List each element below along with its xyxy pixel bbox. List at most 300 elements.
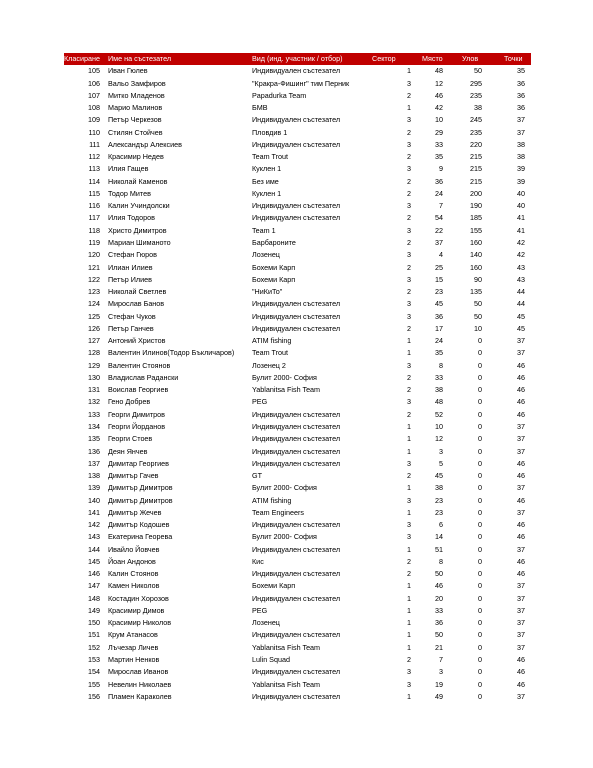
cell-name: Крум Атанасов xyxy=(108,630,158,640)
cell-rank: 120 xyxy=(88,250,100,260)
cell-catch: 215 xyxy=(470,152,482,162)
cell-catch: 0 xyxy=(478,691,482,701)
cell-catch: 160 xyxy=(470,237,482,247)
cell-catch: 140 xyxy=(470,250,482,260)
cell-place: 50 xyxy=(435,569,443,579)
cell-place: 21 xyxy=(435,642,443,652)
table-row xyxy=(64,556,531,568)
cell-type: Лозенец xyxy=(252,618,280,628)
cell-place: 42 xyxy=(435,103,443,113)
cell-catch: 0 xyxy=(478,655,482,665)
cell-name: Калин Стоянов xyxy=(108,569,159,579)
cell-rank: 123 xyxy=(88,287,100,297)
cell-points: 37 xyxy=(517,421,525,431)
cell-rank: 118 xyxy=(88,225,100,235)
cell-place: 14 xyxy=(435,532,443,542)
cell-catch: 215 xyxy=(470,176,482,186)
cell-points: 46 xyxy=(517,409,525,419)
cell-rank: 112 xyxy=(88,152,100,162)
cell-catch: 0 xyxy=(478,348,482,358)
cell-type: "Кракра-Фишинг" тим Перник xyxy=(252,78,350,88)
cell-catch: 90 xyxy=(474,274,482,284)
cell-catch: 0 xyxy=(478,581,482,591)
cell-catch: 0 xyxy=(478,679,482,689)
cell-points: 46 xyxy=(517,667,525,677)
cell-type: Индивидуален състезател xyxy=(252,446,341,456)
cell-name: Димитър Жечев xyxy=(108,507,162,517)
cell-points: 37 xyxy=(517,348,525,358)
cell-name: Стефан Гюров xyxy=(108,250,157,260)
table-row xyxy=(64,225,531,237)
cell-rank: 129 xyxy=(88,360,100,370)
cell-type: Лозенец 2 xyxy=(252,360,286,370)
cell-place: 3 xyxy=(439,667,443,677)
table-row xyxy=(64,335,531,347)
cell-sector: 2 xyxy=(407,556,411,566)
table-body xyxy=(64,65,531,703)
cell-points: 37 xyxy=(517,483,525,493)
cell-type: Индивидуален състезател xyxy=(252,569,341,579)
cell-rank: 148 xyxy=(88,593,100,603)
cell-place: 25 xyxy=(435,262,443,272)
cell-sector: 3 xyxy=(407,299,411,309)
cell-rank: 130 xyxy=(88,372,100,382)
cell-sector: 1 xyxy=(407,66,411,76)
table-row xyxy=(64,262,531,274)
cell-name: Николай Светлев xyxy=(108,287,167,297)
cell-catch: 235 xyxy=(470,127,482,137)
cell-sector: 1 xyxy=(407,348,411,358)
cell-catch: 215 xyxy=(470,164,482,174)
cell-points: 46 xyxy=(517,372,525,382)
cell-catch: 185 xyxy=(470,213,482,223)
cell-rank: 127 xyxy=(88,336,100,346)
cell-place: 50 xyxy=(435,630,443,640)
cell-points: 36 xyxy=(517,103,525,113)
cell-points: 38 xyxy=(517,152,525,162)
cell-type: Бохеми Карп xyxy=(252,581,296,591)
cell-points: 37 xyxy=(517,507,525,517)
table-row xyxy=(64,642,531,654)
cell-points: 46 xyxy=(517,397,525,407)
cell-type: Yablanitsa Fish Team xyxy=(252,385,321,395)
cell-place: 38 xyxy=(435,385,443,395)
cell-rank: 124 xyxy=(88,299,100,309)
cell-type: Индивидуален състезател xyxy=(252,691,341,701)
cell-sector: 2 xyxy=(407,409,411,419)
cell-rank: 114 xyxy=(88,176,100,186)
table-row xyxy=(64,519,531,531)
table-row xyxy=(64,421,531,433)
cell-name: Костадин Хорозов xyxy=(108,593,169,603)
cell-name: Георги Йорданов xyxy=(108,421,166,431)
cell-place: 29 xyxy=(435,127,443,137)
cell-name: Иван Гюлев xyxy=(108,66,148,76)
cell-sector: 3 xyxy=(407,201,411,211)
cell-catch: 0 xyxy=(478,556,482,566)
cell-place: 35 xyxy=(435,348,443,358)
table-row xyxy=(64,679,531,691)
cell-rank: 107 xyxy=(88,90,100,100)
cell-rank: 141 xyxy=(88,507,100,517)
cell-type: Индивидуален състезател xyxy=(252,630,341,640)
cell-points: 46 xyxy=(517,360,525,370)
cell-place: 51 xyxy=(435,544,443,554)
cell-sector: 1 xyxy=(407,103,411,113)
cell-sector: 2 xyxy=(407,471,411,481)
cell-sector: 1 xyxy=(407,642,411,652)
cell-rank: 156 xyxy=(88,691,100,701)
cell-type: Team 1 xyxy=(252,225,276,235)
cell-points: 37 xyxy=(517,434,525,444)
cell-catch: 0 xyxy=(478,495,482,505)
table-row xyxy=(64,372,531,384)
cell-type: Lulin Squad xyxy=(252,655,290,665)
header-name: Име на състезател xyxy=(108,54,172,63)
cell-sector: 2 xyxy=(407,127,411,137)
cell-catch: 245 xyxy=(470,115,482,125)
cell-points: 46 xyxy=(517,532,525,542)
cell-name: Петър Ганчев xyxy=(108,323,154,333)
cell-sector: 2 xyxy=(407,655,411,665)
cell-rank: 122 xyxy=(88,274,100,284)
table-row xyxy=(64,163,531,175)
cell-points: 37 xyxy=(517,605,525,615)
cell-type: "НиКиТо" xyxy=(252,287,283,297)
cell-type: Индивидуален състезател xyxy=(252,311,341,321)
cell-name: Илия Тодоров xyxy=(108,213,155,223)
cell-sector: 3 xyxy=(407,667,411,677)
cell-name: Валентин Илинов(Тодор Бъкличаров) xyxy=(108,348,235,358)
table-row xyxy=(64,396,531,408)
cell-name: Стилян Стойчев xyxy=(108,127,163,137)
cell-rank: 147 xyxy=(88,581,100,591)
cell-catch: 0 xyxy=(478,483,482,493)
cell-sector: 1 xyxy=(407,691,411,701)
cell-rank: 132 xyxy=(88,397,100,407)
cell-rank: 138 xyxy=(88,471,100,481)
cell-sector: 1 xyxy=(407,483,411,493)
cell-place: 24 xyxy=(435,336,443,346)
table-row xyxy=(64,212,531,224)
cell-sector: 2 xyxy=(407,323,411,333)
cell-sector: 2 xyxy=(407,188,411,198)
cell-catch: 0 xyxy=(478,385,482,395)
cell-type: Индивидуален състезател xyxy=(252,593,341,603)
cell-name: Красимир Недев xyxy=(108,152,164,162)
cell-rank: 144 xyxy=(88,544,100,554)
cell-name: Георги Стоев xyxy=(108,434,153,444)
cell-catch: 0 xyxy=(478,618,482,628)
cell-catch: 0 xyxy=(478,458,482,468)
cell-type: Бохеми Карп xyxy=(252,274,296,284)
cell-place: 33 xyxy=(435,372,443,382)
cell-sector: 2 xyxy=(407,213,411,223)
cell-catch: 0 xyxy=(478,434,482,444)
cell-type: Индивидуален състезател xyxy=(252,201,341,211)
cell-type: Индивидуален състезател xyxy=(252,458,341,468)
cell-points: 46 xyxy=(517,679,525,689)
cell-catch: 160 xyxy=(470,262,482,272)
cell-type: Yablanitsa Fish Team xyxy=(252,679,321,689)
cell-catch: 0 xyxy=(478,593,482,603)
cell-type: Индивидуален състезател xyxy=(252,421,341,431)
table-row xyxy=(64,286,531,298)
cell-rank: 125 xyxy=(88,311,100,321)
cell-name: Христо Димитров xyxy=(108,225,167,235)
cell-catch: 155 xyxy=(470,225,482,235)
cell-sector: 3 xyxy=(407,250,411,260)
cell-catch: 190 xyxy=(470,201,482,211)
cell-points: 37 xyxy=(517,691,525,701)
table-row xyxy=(64,360,531,372)
cell-type: Индивидуален състезател xyxy=(252,139,341,149)
cell-rank: 113 xyxy=(88,164,100,174)
cell-place: 7 xyxy=(439,655,443,665)
cell-sector: 3 xyxy=(407,360,411,370)
cell-type: Булит 2000- София xyxy=(252,372,317,382)
cell-rank: 126 xyxy=(88,323,100,333)
cell-catch: 0 xyxy=(478,397,482,407)
cell-name: Димитър Димитров xyxy=(108,495,173,505)
cell-type: Бохеми Карп xyxy=(252,262,296,272)
cell-place: 19 xyxy=(435,679,443,689)
cell-place: 46 xyxy=(435,90,443,100)
cell-rank: 117 xyxy=(88,213,100,223)
cell-catch: 235 xyxy=(470,90,482,100)
cell-catch: 0 xyxy=(478,605,482,615)
cell-type: Индивидуален състезател xyxy=(252,544,341,554)
results-table xyxy=(64,53,531,703)
cell-name: Пламен Караколев xyxy=(108,691,172,701)
cell-place: 36 xyxy=(435,176,443,186)
cell-name: Александър Алексиев xyxy=(108,139,182,149)
table-row xyxy=(64,249,531,261)
cell-type: Papadurka Team xyxy=(252,90,307,100)
cell-type: Индивидуален състезател xyxy=(252,409,341,419)
cell-rank: 139 xyxy=(88,483,100,493)
table-row xyxy=(64,78,531,90)
cell-sector: 1 xyxy=(407,336,411,346)
cell-sector: 1 xyxy=(407,434,411,444)
cell-name: Деян Янчев xyxy=(108,446,148,456)
cell-name: Камен Николов xyxy=(108,581,160,591)
cell-points: 44 xyxy=(517,287,525,297)
table-row xyxy=(64,580,531,592)
cell-type: Индивидуален състезател xyxy=(252,115,341,125)
cell-rank: 137 xyxy=(88,458,100,468)
cell-type: Индивидуален състезател xyxy=(252,520,341,530)
cell-rank: 140 xyxy=(88,495,100,505)
cell-rank: 134 xyxy=(88,421,100,431)
table-row xyxy=(64,127,531,139)
cell-points: 45 xyxy=(517,323,525,333)
cell-type: GT xyxy=(252,471,262,481)
cell-points: 38 xyxy=(517,139,525,149)
cell-points: 41 xyxy=(517,225,525,235)
cell-sector: 3 xyxy=(407,520,411,530)
table-row xyxy=(64,482,531,494)
cell-rank: 143 xyxy=(88,532,100,542)
cell-name: Димитар Георгиев xyxy=(108,458,169,468)
cell-name: Николай Каменов xyxy=(108,176,168,186)
cell-points: 37 xyxy=(517,581,525,591)
cell-points: 37 xyxy=(517,593,525,603)
cell-catch: 0 xyxy=(478,372,482,382)
cell-name: Красимир Николов xyxy=(108,618,172,628)
cell-place: 12 xyxy=(435,78,443,88)
cell-catch: 0 xyxy=(478,471,482,481)
cell-type: Куклен 1 xyxy=(252,188,282,198)
cell-rank: 121 xyxy=(88,262,100,272)
cell-rank: 105 xyxy=(88,66,100,76)
cell-sector: 1 xyxy=(407,593,411,603)
table-row xyxy=(64,544,531,556)
cell-rank: 115 xyxy=(88,188,100,198)
cell-points: 42 xyxy=(517,237,525,247)
cell-catch: 50 xyxy=(474,299,482,309)
cell-type: Team Trout xyxy=(252,152,288,162)
cell-place: 46 xyxy=(435,581,443,591)
table-row xyxy=(64,531,531,543)
cell-name: Антоний Христов xyxy=(108,336,166,346)
cell-type: Барбароните xyxy=(252,237,296,247)
cell-name: Илия Гащев xyxy=(108,164,149,174)
cell-points: 36 xyxy=(517,90,525,100)
cell-type: Куклен 1 xyxy=(252,164,282,174)
cell-name: Мирослав Банов xyxy=(108,299,165,309)
cell-place: 33 xyxy=(435,139,443,149)
cell-place: 9 xyxy=(439,164,443,174)
cell-sector: 3 xyxy=(407,225,411,235)
cell-name: Митко Младенов xyxy=(108,90,165,100)
cell-catch: 0 xyxy=(478,667,482,677)
cell-sector: 3 xyxy=(407,311,411,321)
cell-catch: 0 xyxy=(478,642,482,652)
cell-catch: 38 xyxy=(474,103,482,113)
cell-points: 37 xyxy=(517,630,525,640)
cell-sector: 3 xyxy=(407,78,411,88)
cell-sector: 2 xyxy=(407,372,411,382)
header-type: Вид (инд. участник / отбор) xyxy=(252,54,343,63)
cell-points: 41 xyxy=(517,213,525,223)
cell-points: 37 xyxy=(517,127,525,137)
cell-rank: 153 xyxy=(88,655,100,665)
cell-place: 15 xyxy=(435,274,443,284)
table-row xyxy=(64,593,531,605)
cell-name: Петър Черкезов xyxy=(108,115,162,125)
table-row xyxy=(64,495,531,507)
cell-points: 43 xyxy=(517,274,525,284)
cell-place: 36 xyxy=(435,618,443,628)
cell-sector: 3 xyxy=(407,274,411,284)
cell-sector: 3 xyxy=(407,139,411,149)
cell-type: Yablanitsa Fish Team xyxy=(252,642,321,652)
cell-name: Стефан Чуков xyxy=(108,311,156,321)
cell-place: 7 xyxy=(439,201,443,211)
cell-type: Индивидуален състезател xyxy=(252,323,341,333)
cell-catch: 135 xyxy=(470,287,482,297)
cell-sector: 1 xyxy=(407,605,411,615)
cell-place: 5 xyxy=(439,458,443,468)
table-row xyxy=(64,691,531,703)
cell-rank: 154 xyxy=(88,667,100,677)
table-row xyxy=(64,323,531,335)
cell-name: Тодор Митев xyxy=(108,188,151,198)
cell-type: Team Engineers xyxy=(252,507,304,517)
cell-place: 8 xyxy=(439,360,443,370)
table-row xyxy=(64,311,531,323)
table-row xyxy=(64,384,531,396)
cell-type: Индивидуален състезател xyxy=(252,434,341,444)
cell-place: 8 xyxy=(439,556,443,566)
cell-place: 35 xyxy=(435,152,443,162)
cell-place: 54 xyxy=(435,213,443,223)
cell-catch: 0 xyxy=(478,446,482,456)
cell-type: Лозенец xyxy=(252,250,280,260)
cell-points: 46 xyxy=(517,655,525,665)
cell-points: 46 xyxy=(517,495,525,505)
cell-sector: 2 xyxy=(407,287,411,297)
cell-rank: 119 xyxy=(88,237,100,247)
table-row xyxy=(64,274,531,286)
table-row xyxy=(64,237,531,249)
cell-place: 37 xyxy=(435,237,443,247)
cell-sector: 3 xyxy=(407,397,411,407)
cell-points: 40 xyxy=(517,188,525,198)
table-row xyxy=(64,347,531,359)
table-row xyxy=(64,90,531,102)
cell-rank: 106 xyxy=(88,78,100,88)
header-rank: Класиране xyxy=(64,54,100,63)
cell-name: Йоан Андонов xyxy=(108,556,156,566)
cell-type: Индивидуален състезател xyxy=(252,667,341,677)
cell-catch: 295 xyxy=(470,78,482,88)
table-row xyxy=(64,200,531,212)
cell-sector: 2 xyxy=(407,262,411,272)
cell-catch: 0 xyxy=(478,360,482,370)
table-row xyxy=(64,654,531,666)
cell-place: 36 xyxy=(435,311,443,321)
table-row xyxy=(64,433,531,445)
cell-sector: 1 xyxy=(407,581,411,591)
cell-name: Гено Добрев xyxy=(108,397,151,407)
cell-rank: 131 xyxy=(88,385,100,395)
cell-points: 37 xyxy=(517,642,525,652)
cell-rank: 108 xyxy=(88,103,100,113)
cell-place: 23 xyxy=(435,495,443,505)
cell-points: 39 xyxy=(517,176,525,186)
table-row xyxy=(64,507,531,519)
cell-place: 33 xyxy=(435,605,443,615)
cell-name: Петър Илиев xyxy=(108,274,152,284)
table-row xyxy=(64,298,531,310)
cell-type: Индивидуален състезател xyxy=(252,299,341,309)
cell-place: 49 xyxy=(435,691,443,701)
cell-sector: 1 xyxy=(407,446,411,456)
cell-place: 23 xyxy=(435,507,443,517)
cell-rank: 111 xyxy=(89,139,100,149)
cell-name: Вальо Замфиров xyxy=(108,78,166,88)
cell-points: 37 xyxy=(517,618,525,628)
cell-points: 46 xyxy=(517,569,525,579)
cell-rank: 149 xyxy=(88,605,100,615)
cell-place: 10 xyxy=(435,115,443,125)
cell-place: 17 xyxy=(435,323,443,333)
cell-rank: 133 xyxy=(88,409,100,419)
table-row xyxy=(64,176,531,188)
cell-name: Воислав Георгиев xyxy=(108,385,169,395)
